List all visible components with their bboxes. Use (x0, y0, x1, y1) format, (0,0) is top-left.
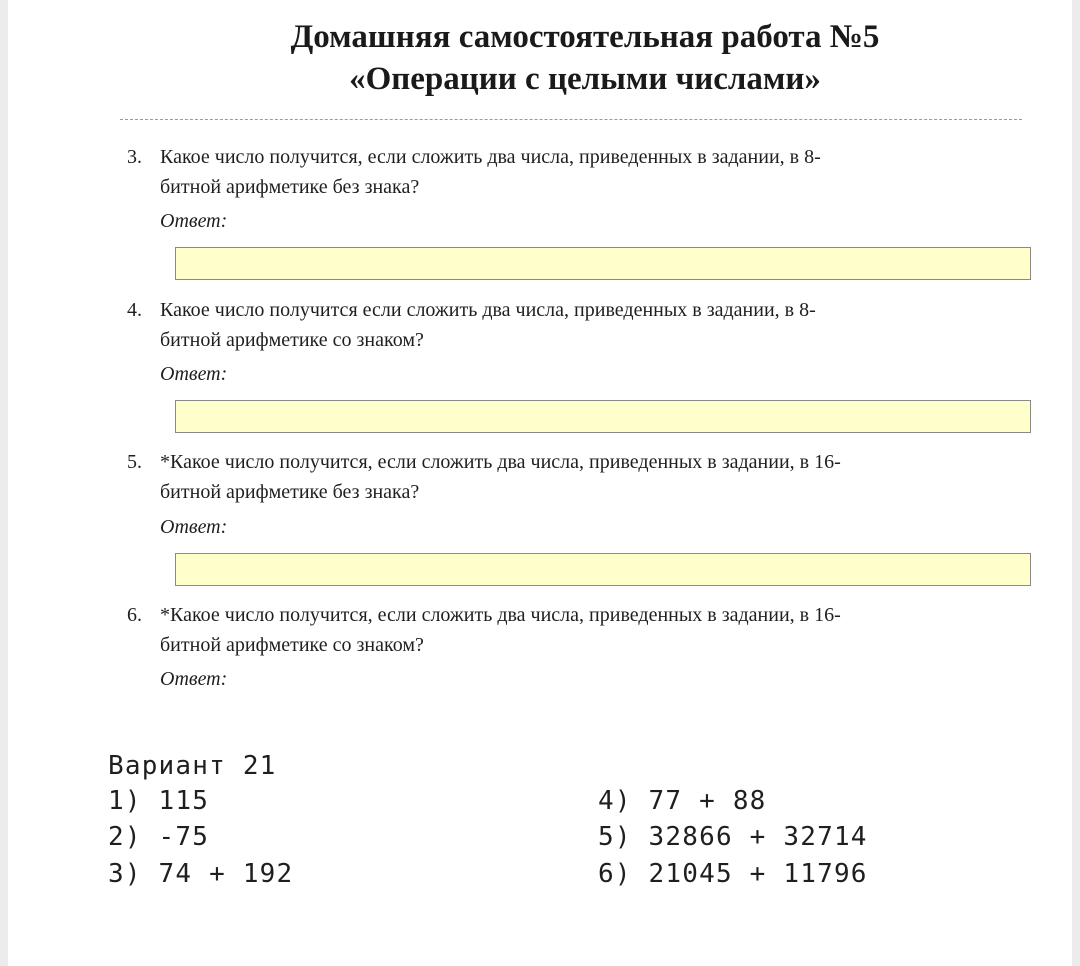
question-text-line: битной арифметике со знаком? (160, 329, 424, 351)
question-number: 3. (127, 146, 142, 168)
question-text (160, 600, 1020, 660)
question-text-line: *Какое число получится, если сложить два числа, приведенных в задании, в 16- (160, 451, 841, 473)
question-text-line: битной арифметике без знака? (160, 176, 420, 198)
variant-title: Вариант 21 (108, 751, 277, 781)
question-text-line: *Какое число получится, если сложить два числа, приведенных в задании, в 16- (160, 604, 841, 626)
answer-label-4: Ответ: (160, 363, 228, 385)
variant-item: 3) 74 + 192 (108, 859, 294, 889)
page-title (220, 16, 950, 100)
page-edge-left (0, 0, 8, 966)
answer-field-5[interactable] (175, 553, 1031, 586)
question-text (160, 295, 1020, 355)
page-edge-right (1072, 0, 1080, 966)
variant-item: 1) 115 (108, 786, 210, 816)
question-text-line: Какое число получится если сложить два числа, приведенных в задании, в 8- (160, 299, 816, 321)
question-text (160, 447, 1020, 507)
question-text-line: Какое число получится, если сложить два числа, приведенных в задании, в 8- (160, 146, 821, 168)
question-number: 6. (127, 604, 142, 626)
dashed-divider (120, 119, 1022, 120)
question-text-line: битной арифметике со знаком? (160, 634, 424, 656)
variant-item: 4) 77 + 88 (598, 786, 767, 816)
answer-field-3[interactable] (175, 247, 1031, 280)
variant-item: 5) 32866 + 32714 (598, 822, 868, 852)
variant-item: 6) 21045 + 11796 (598, 859, 868, 889)
title-line-1: Домашняя самостоятельная работа №5 (290, 19, 880, 55)
answer-label-6: Ответ: (160, 668, 228, 690)
answer-label-3: Ответ: (160, 210, 228, 232)
question-number: 4. (127, 299, 142, 321)
title-line-2: «Операции с целыми числами» (349, 61, 821, 97)
question-text-line: битной арифметике без знака? (160, 481, 420, 503)
variant-item: 2) -75 (108, 822, 210, 852)
answer-label-5: Ответ: (160, 516, 228, 538)
question-number: 5. (127, 451, 142, 473)
answer-field-4[interactable] (175, 400, 1031, 433)
question-text (160, 142, 1020, 202)
